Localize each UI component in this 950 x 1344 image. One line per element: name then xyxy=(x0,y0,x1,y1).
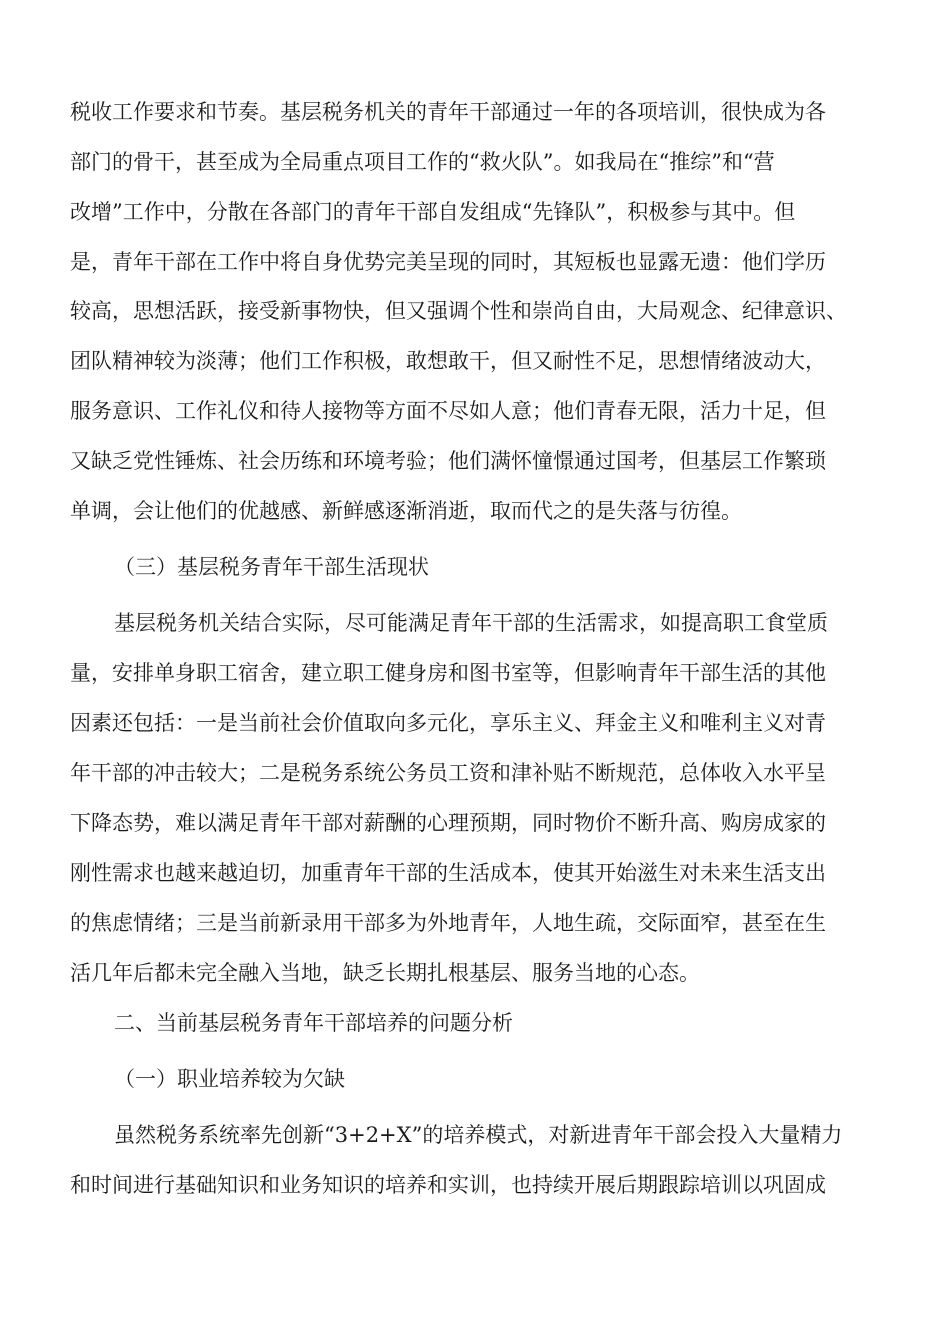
paragraph-line: 的焦虑情绪；三是当前新录用干部多为外地青年，人地生疏，交际面窄，甚至在生 xyxy=(70,911,826,935)
paragraph-line: 和时间进行基础知识和业务知识的培养和实训，也持续开展后期跟踪培训以巩固成 xyxy=(70,1173,826,1197)
paragraph-line: 下降态势，难以满足青年干部对薪酬的心理预期，同时物价不断升高、购房成家的 xyxy=(70,811,826,835)
paragraph-line: 部门的骨干，甚至成为全局重点项目工作的“救火队”。如我局在“推综”和“营 xyxy=(70,150,775,174)
paragraph-line: 活几年后都未完全融入当地，缺乏长期扎根基层、服务当地的心态。 xyxy=(70,961,700,985)
paragraph-line: 刚性需求也越来越迫切，加重青年干部的生活成本，使其开始滋生对未来生活支出 xyxy=(70,861,826,885)
paragraph-line: 年干部的冲击较大；二是税务系统公务员工资和津补贴不断规范，总体收入水平呈 xyxy=(70,761,826,785)
paragraph-line: 单调，会让他们的优越感、新鲜感逐渐消逝，取而代之的是失落与彷徨。 xyxy=(70,499,742,523)
paragraph-line: 团队精神较为淡薄；他们工作积极，敢想敢干，但又耐性不足，思想情绪波动大， xyxy=(70,349,826,373)
paragraph-line: 又缺乏党性锤炼、社会历练和环境考验；他们满怀憧憬通过国考，但基层工作繁琐 xyxy=(70,449,826,473)
paragraph-line: 基层税务机关结合实际，尽可能满足青年干部的生活需求，如提高职工食堂质 xyxy=(114,611,828,635)
paragraph-line: 改增”工作中，分散在各部门的青年干部自发组成“先锋队”，积极参与其中。但 xyxy=(70,200,796,224)
paragraph-line: 量，安排单身职工宿舍，建立职工健身房和图书室等，但影响青年干部生活的其他 xyxy=(70,661,826,685)
paragraph-line: 因素还包括：一是当前社会价值取向多元化，享乐主义、拜金主义和唯利主义对青 xyxy=(70,711,826,735)
paragraph-line: 服务意识、工作礼仪和待人接物等方面不尽如人意；他们青春无限，活力十足，但 xyxy=(70,399,826,423)
section-heading: （一）职业培养较为欠缺 xyxy=(114,1067,345,1091)
paragraph-line: 较高，思想活跃，接受新事物快，但又强调个性和崇尚自由，大局观念、纪律意识、 xyxy=(70,299,847,323)
chapter-heading: 二、当前基层税务青年干部培养的问题分析 xyxy=(114,1011,513,1035)
paragraph-line: 是，青年干部在工作中将自身优势完美呈现的同时，其短板也显露无遗：他们学历 xyxy=(70,250,826,274)
paragraph-line: 税收工作要求和节奏。基层税务机关的青年干部通过一年的各项培训，很快成为各 xyxy=(70,100,826,124)
paragraph-line: 虽然税务系统率先创新“3+2+X”的培养模式，对新进青年干部会投入大量精力 xyxy=(114,1123,843,1147)
section-heading: （三）基层税务青年干部生活现状 xyxy=(114,555,429,579)
